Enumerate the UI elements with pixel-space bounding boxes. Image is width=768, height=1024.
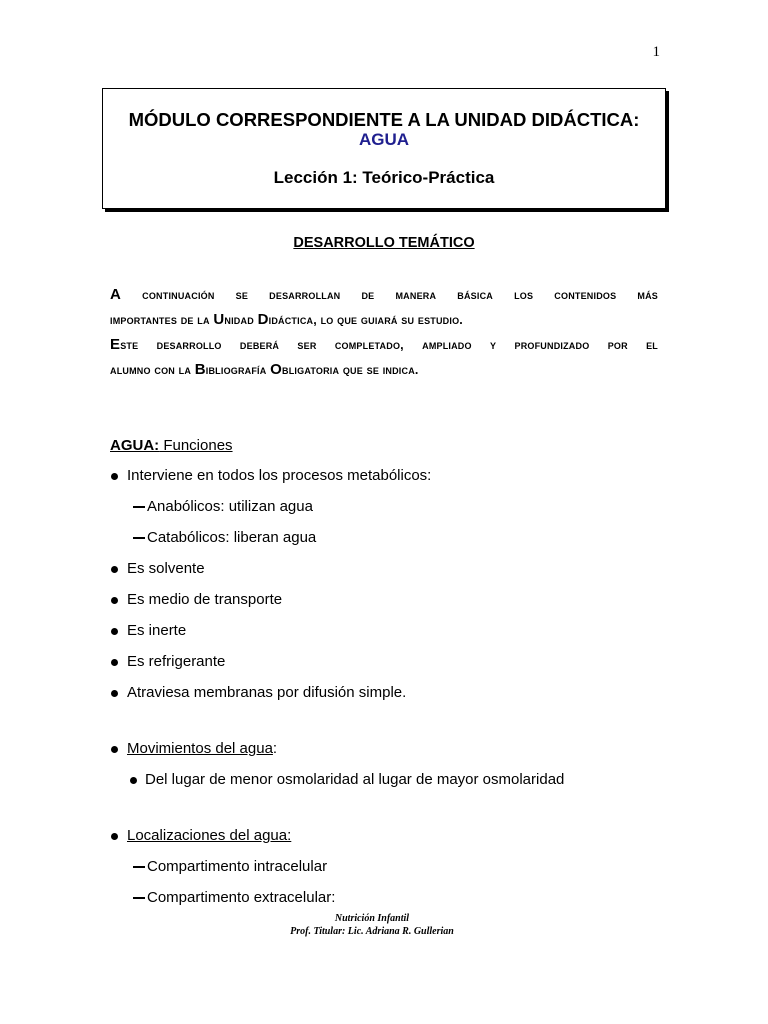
bullet-icon xyxy=(111,628,118,635)
unit-title: AGUA xyxy=(358,130,410,149)
intro-line-3: Este desarrollo deberá ser completado, ampliado y profundizado por el xyxy=(110,336,658,353)
dash-icon xyxy=(133,506,145,508)
intro-line-2: importantes de la Unidad Didáctica, lo que guiará su estudio. xyxy=(110,311,463,328)
list-item: Atraviesa membranas por difusión simple. xyxy=(127,684,407,701)
bullet-icon xyxy=(111,659,118,666)
bullet-icon xyxy=(111,473,118,480)
bullet-icon xyxy=(111,597,118,604)
list-subitem: Anabólicos: utilizan agua xyxy=(147,498,313,515)
page-footer xyxy=(0,912,744,938)
list-item: Es refrigerante xyxy=(127,653,226,670)
bullet-icon xyxy=(130,777,137,784)
footer-course: Nutrición Infantil xyxy=(334,913,410,924)
list-item: Es solvente xyxy=(127,560,205,577)
agua-functions-heading: AGUA: Funciones xyxy=(110,437,233,454)
intro-line-4: alumno con la Bibliografía Obligatoria que se indica. xyxy=(110,361,419,378)
footer-professor: Prof. Titular: Lic. Adriana R. Gullerian xyxy=(290,926,454,937)
intro-line-1: A continuación se desarrollan de manera básica los contenidos más xyxy=(110,286,658,303)
bullet-icon xyxy=(111,566,118,573)
dash-icon xyxy=(133,897,145,899)
list-subitem: Catabólicos: liberan agua xyxy=(147,529,317,546)
bullet-icon xyxy=(111,833,118,840)
dash-icon xyxy=(133,537,145,539)
list-subitem: Compartimento extracelular: xyxy=(147,889,336,906)
movements-heading: Movimientos del agua: xyxy=(127,740,278,757)
lesson-title: Lección 1: Teórico-Práctica xyxy=(273,168,495,187)
list-subitem: Del lugar de menor osmolaridad al lugar de mayor osmolaridad xyxy=(145,771,565,788)
bullet-icon xyxy=(111,746,118,753)
section-heading: DESARROLLO TEMÁTICO xyxy=(293,235,475,251)
module-title: MÓDULO CORRESPONDIENTE A LA UNIDAD DIDÁCTICA: xyxy=(128,109,640,130)
dash-icon xyxy=(133,866,145,868)
title-box xyxy=(102,88,666,209)
page-number: 1 xyxy=(652,44,660,60)
bullet-icon xyxy=(111,690,118,697)
list-item: Interviene en todos los procesos metabólicos: xyxy=(127,467,432,484)
locations-heading: Localizaciones del agua: xyxy=(127,827,292,844)
list-item: Es inerte xyxy=(127,622,187,639)
list-item: Es medio de transporte xyxy=(127,591,283,608)
list-subitem: Compartimento intracelular xyxy=(147,858,328,875)
